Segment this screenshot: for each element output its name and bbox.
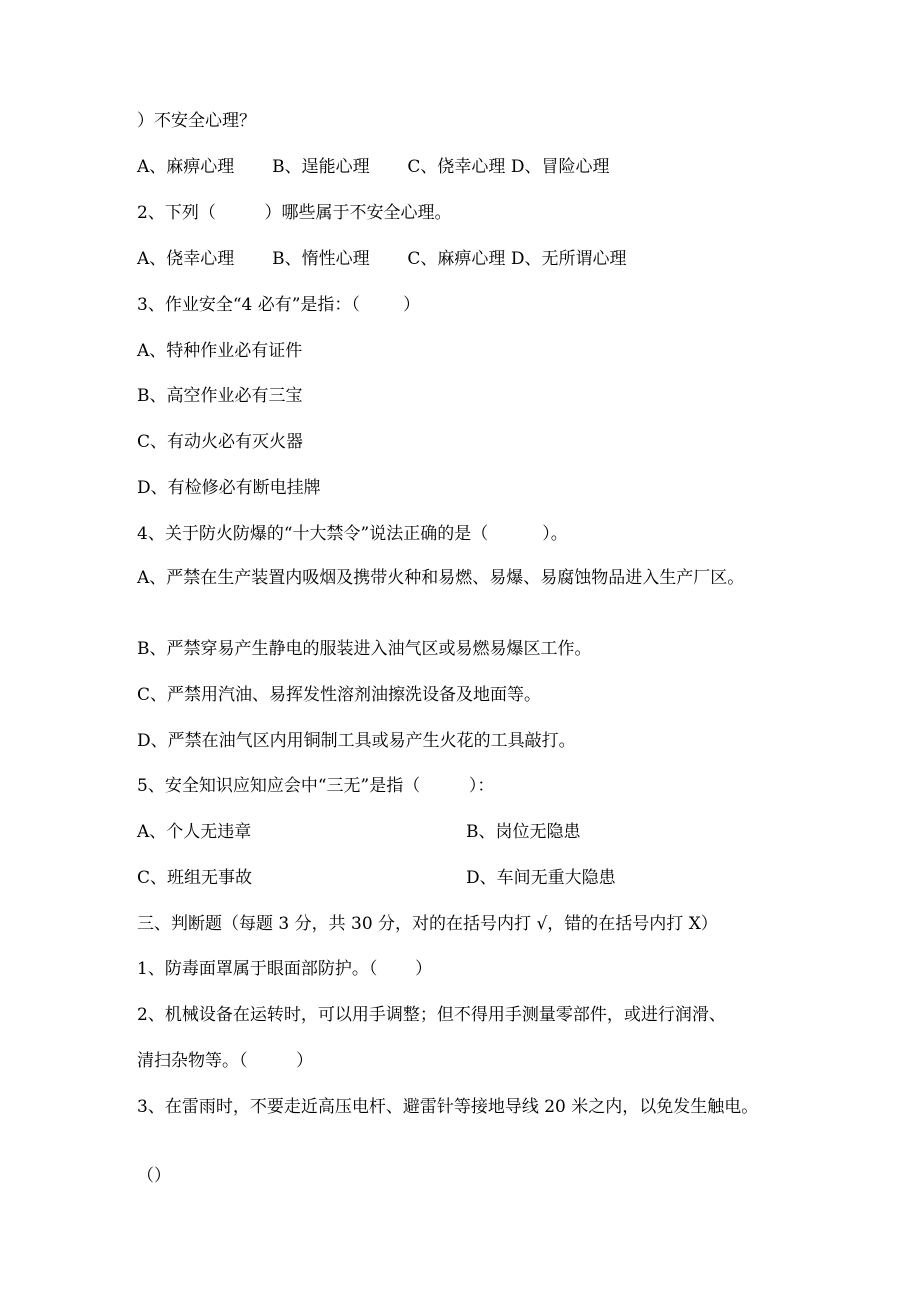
q3-option-d: D、有检修必有断电挂牌 bbox=[137, 478, 321, 498]
q4-option-c: C、严禁用汽油、易挥发性溶剂油擦洗设备及地面等。 bbox=[137, 685, 542, 705]
tf-q1: 1、防毒面罩属于眼面部防护。（ ） bbox=[137, 959, 433, 979]
q4-stem: 4、关于防火防爆的“十大禁令”说法正确的是（ ）。 bbox=[137, 524, 568, 544]
section-three-heading: 三、判断题（每题 3 分，共 30 分，对的在括号内打 √，错的在括号内打 X） bbox=[137, 914, 718, 934]
q5-option-b: B、岗位无隐患 bbox=[466, 822, 581, 842]
q5-option-a: A、个人无违章 bbox=[137, 822, 252, 842]
q5-options-row-2 bbox=[0, 866, 920, 890]
q1-options: A、麻痹心理 B、逞能心理 C、侥幸心理 D、冒险心理 bbox=[137, 157, 610, 177]
tf-q3: 3、在雷雨时，不要走近高压电杆、避雷针等接地导线 20 米之内，以免发生触电。 bbox=[137, 1097, 759, 1117]
tf-q2-line-2: 清扫杂物等。（ ） bbox=[137, 1051, 314, 1071]
q5-option-c: C、班组无事故 bbox=[137, 868, 253, 888]
q4-option-d: D、严禁在油气区内用铜制工具或易产生火花的工具敲打。 bbox=[137, 731, 576, 751]
question-fragment: ）不安全心理？ bbox=[137, 111, 256, 131]
tf-q3-answer-bracket: （） bbox=[137, 1166, 171, 1186]
q5-options-row-1 bbox=[0, 820, 920, 844]
q4-option-b: B、严禁穿易产生静电的服装进入油气区或易燃易爆区工作。 bbox=[137, 639, 592, 659]
q4-option-a: A、严禁在生产装置内吸烟及携带火种和易燃、易爆、易腐蚀物品进入生产厂区。 bbox=[137, 568, 745, 588]
tf-q2-line-1: 2、机械设备在运转时，可以用手调整；但不得用手测量零部件，或进行润滑、 bbox=[137, 1005, 726, 1025]
q2-options: A、侥幸心理 B、惰性心理 C、麻痹心理 D、无所谓心理 bbox=[137, 249, 627, 269]
q5-option-d: D、车间无重大隐患 bbox=[466, 868, 616, 888]
q3-stem: 3、作业安全“4 必有”是指：（ ） bbox=[137, 295, 421, 315]
q3-option-a: A、特种作业必有证件 bbox=[137, 341, 303, 361]
q3-option-b: B、高空作业必有三宝 bbox=[137, 386, 303, 406]
q5-stem: 5、安全知识应知应会中“三无”是指（ ）： bbox=[137, 776, 495, 796]
q2-stem: 2、下列（ ）哪些属于不安全心理。 bbox=[137, 203, 452, 223]
q3-option-c: C、有动火必有灭火器 bbox=[137, 432, 304, 452]
